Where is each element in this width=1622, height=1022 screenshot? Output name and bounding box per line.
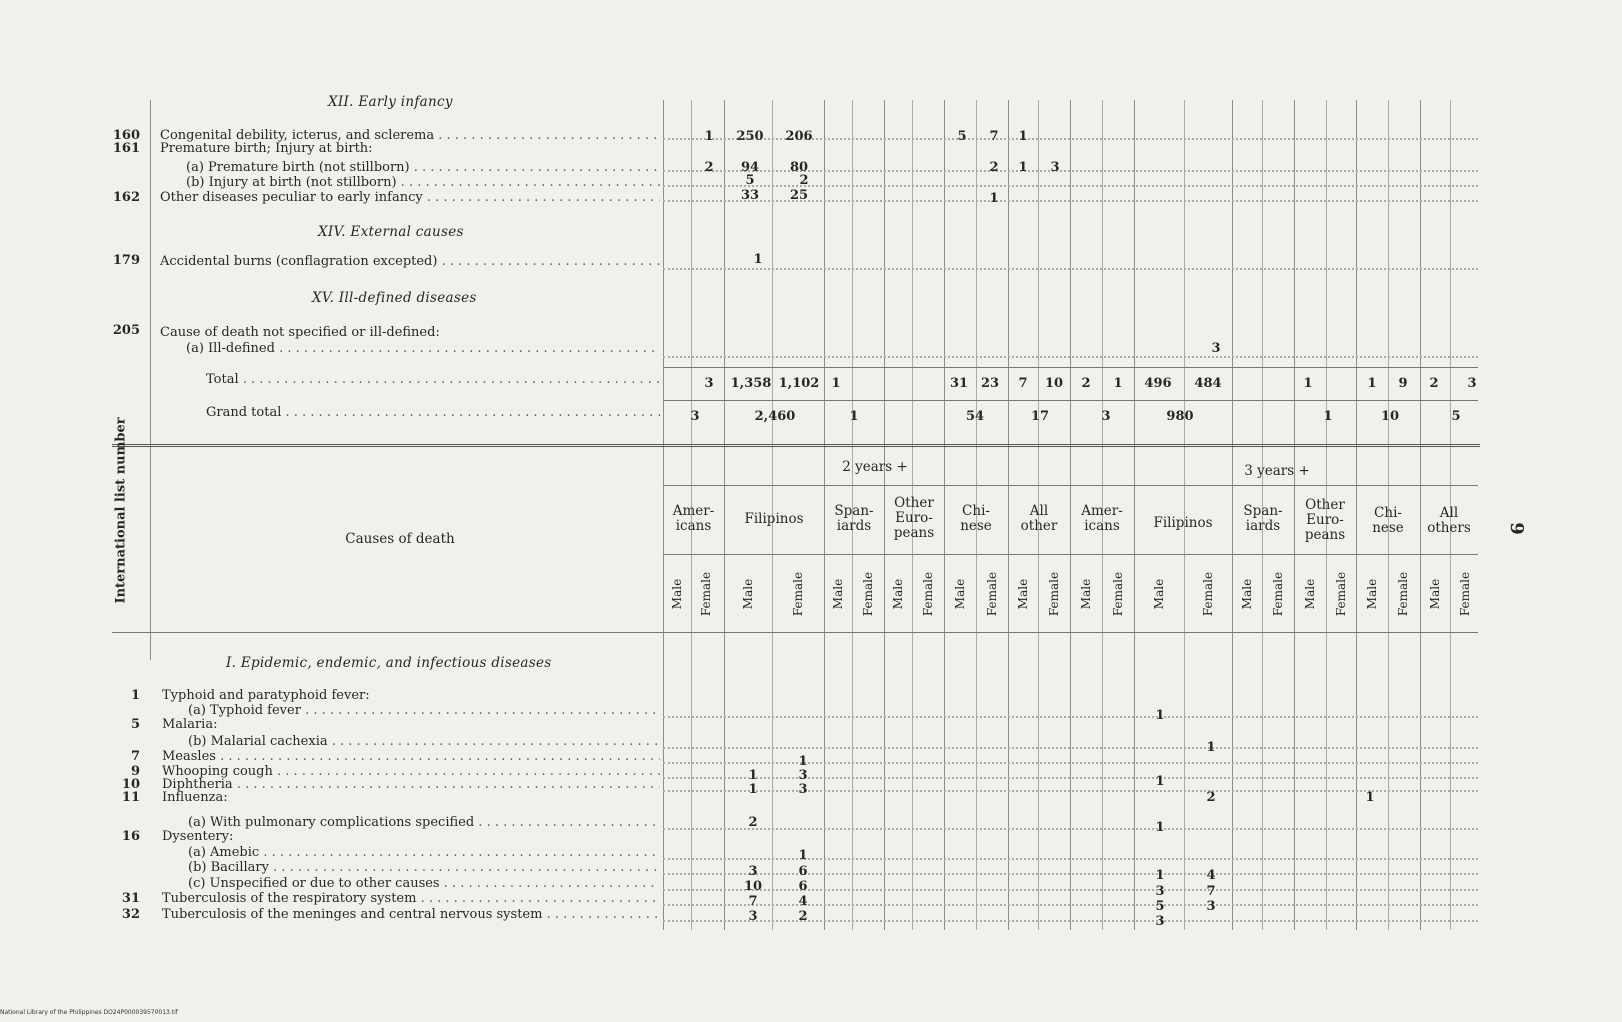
row-label: Diphtheria . . .	[162, 777, 660, 792]
header-rule	[663, 554, 1478, 555]
row-number: 16	[121, 829, 140, 844]
female-header: Female	[1396, 571, 1410, 617]
total-label: Total . . .	[206, 372, 660, 387]
cell: 5	[957, 129, 967, 144]
total-cell: 1,358	[730, 376, 772, 391]
cell: 1	[1155, 708, 1165, 723]
row-label: Premature birth; Injury at birth:	[160, 141, 373, 156]
group-header-all-others-3: All others	[1427, 505, 1471, 536]
grand-total-cell: 2,460	[754, 409, 796, 424]
cell: 1	[1155, 868, 1165, 883]
grand-total-cell: 5	[1451, 409, 1461, 424]
total-cell: 7	[1018, 376, 1028, 391]
row-number: 1	[130, 688, 140, 703]
female-header: Female	[1047, 571, 1061, 617]
cell: 10	[743, 879, 763, 894]
row-label: (a) Premature birth (not stillborn) . . .	[186, 160, 660, 175]
international-list-number-header: International list number	[113, 417, 129, 604]
female-header: Female	[1201, 571, 1215, 617]
male-header: Male	[741, 578, 755, 610]
row-label: (c) Unspecified or due to other causes . . .	[188, 876, 660, 891]
section-title-i: I. Epidemic, endemic, and infectious diseases	[226, 655, 552, 671]
row-number: 161	[112, 141, 140, 156]
group-header-americans-3: Amer- icans	[1081, 503, 1123, 534]
footer-credit: National Library of the Philippines DO24P000039570013.tif	[0, 1009, 178, 1016]
rule	[1134, 100, 1135, 930]
row-number: 9	[130, 764, 140, 779]
cell: 2	[798, 909, 808, 924]
total-cell: 3	[704, 376, 714, 391]
row-number: 179	[112, 253, 140, 268]
row-number: 10	[121, 777, 140, 792]
row-label: (a) Ill-defined . . .	[186, 341, 660, 356]
group-header-all-other: All other	[1020, 503, 1058, 534]
grand-total-cell: 3	[1101, 409, 1111, 424]
row-label: Dysentery:	[162, 829, 234, 844]
group-header-chinese: Chi- nese	[960, 503, 992, 534]
total-cell: 10	[1044, 376, 1064, 391]
cell: 2	[1206, 790, 1216, 805]
causes-of-death-header: Causes of death	[345, 531, 455, 547]
row-number: 11	[121, 790, 140, 805]
male-header: Male	[953, 578, 967, 610]
row-label: (b) Malarial cachexia . . .	[188, 734, 660, 749]
male-header: Male	[831, 578, 845, 610]
cell: 3	[798, 768, 808, 783]
dot-leader-row	[663, 346, 1478, 358]
grand-total-cell: 10	[1380, 409, 1400, 424]
section-title-xiv: XIV. External causes	[318, 224, 464, 240]
row-label: (b) Bacillary . . .	[188, 860, 660, 875]
total-rule	[663, 367, 1478, 368]
group-header-filipinos: Filipinos	[744, 511, 804, 527]
cell: 2	[704, 160, 714, 175]
group-header-other-europeans-3: Other Euro- peans	[1304, 497, 1346, 543]
grand-total-cell: 1	[849, 409, 859, 424]
cell: 3	[1155, 914, 1165, 929]
grand-total-cell: 54	[965, 409, 985, 424]
grand-total-cell: 3	[690, 409, 700, 424]
total-cell: 23	[980, 376, 1000, 391]
cell: 94	[740, 160, 760, 175]
female-header: Female	[1334, 571, 1348, 617]
cell: 206	[785, 129, 813, 144]
section-title-xii: XII. Early infancy	[328, 94, 453, 110]
cell: 1	[1206, 740, 1216, 755]
total-cell: 484	[1194, 376, 1222, 391]
row-label: Measles . . .	[162, 749, 660, 764]
cell: 2	[799, 173, 809, 188]
header-rule	[663, 485, 1478, 486]
cell: 1	[748, 768, 758, 783]
cell: 250	[736, 129, 764, 144]
row-label: Influenza:	[162, 790, 228, 805]
section-title-xv: XV. Ill-defined diseases	[312, 290, 477, 306]
group-header-spaniards-3: Span- iards	[1243, 503, 1283, 534]
group-header-filipinos-3: Filipinos	[1153, 515, 1213, 531]
cell: 1	[1155, 774, 1165, 789]
cell: 1	[989, 191, 999, 206]
female-header: Female	[985, 571, 999, 617]
cell: 1	[1155, 820, 1165, 835]
row-label: Congenital debility, icterus, and sclerema . . .	[160, 128, 660, 143]
cell: 1	[798, 754, 808, 769]
grand-total-cell: 17	[1030, 409, 1050, 424]
row-label: Cause of death not specified or ill-defined:	[160, 325, 440, 340]
dot-leader-row	[663, 818, 1478, 830]
total-cell: 1	[1367, 376, 1377, 391]
male-header: Male	[1365, 578, 1379, 610]
total-cell: 1	[1113, 376, 1123, 391]
cell: 3	[1211, 341, 1221, 356]
cell: 7	[989, 129, 999, 144]
female-header: Female	[861, 571, 875, 617]
row-number: 160	[112, 128, 140, 143]
cell: 3	[1206, 899, 1216, 914]
row-label: (a) Typhoid fever . . .	[188, 703, 660, 718]
cell: 1	[748, 782, 758, 797]
female-header: Female	[699, 571, 713, 617]
cell: 1	[1018, 129, 1028, 144]
female-header: Female	[921, 571, 935, 617]
male-header: Male	[1428, 578, 1442, 610]
cell: 3	[1050, 160, 1060, 175]
male-header: Male	[1079, 578, 1093, 610]
female-header: Female	[1111, 571, 1125, 617]
row-label: (a) Amebic . . .	[188, 845, 660, 860]
cell: 1	[798, 848, 808, 863]
cell: 7	[748, 894, 758, 909]
total-cell: 1	[831, 376, 841, 391]
row-label: Typhoid and paratyphoid fever:	[162, 688, 370, 703]
cell: 5	[745, 173, 755, 188]
row-label: Tuberculosis of the respiratory system . . .	[162, 891, 660, 906]
dot-leader-row	[663, 737, 1478, 749]
total-cell: 496	[1144, 376, 1172, 391]
cell: 33	[740, 188, 760, 203]
group-header-spaniards: Span- iards	[834, 503, 874, 534]
dot-leader-row	[663, 706, 1478, 718]
cell: 3	[798, 782, 808, 797]
total-cell: 31	[949, 376, 969, 391]
age-3-years-header: 3 years +	[1244, 463, 1310, 479]
cell: 1	[1018, 160, 1028, 175]
total-cell: 1	[1303, 376, 1313, 391]
grand-total-rule	[663, 400, 1478, 401]
cell: 4	[1206, 868, 1216, 883]
row-label: (a) With pulmonary complications specified . . .	[188, 815, 660, 830]
group-header-chinese-3: Chi- nese	[1372, 505, 1404, 536]
cell: 4	[798, 894, 808, 909]
male-header: Male	[1240, 578, 1254, 610]
page-number: 9	[1505, 522, 1527, 535]
row-label: Malaria:	[162, 717, 218, 732]
grand-total-cell: 1	[1323, 409, 1333, 424]
row-label: Accidental burns (conflagration excepted) . . .	[160, 254, 660, 269]
age-2-years-header: 2 years +	[842, 459, 908, 475]
cell: 3	[748, 864, 758, 879]
male-header: Male	[1303, 578, 1317, 610]
female-header: Female	[1458, 571, 1472, 617]
total-cell: 2	[1081, 376, 1091, 391]
grand-total-label: Grand total . . .	[206, 405, 660, 420]
row-number: 5	[130, 717, 140, 732]
cell: 1	[704, 129, 714, 144]
total-cell: 1,102	[778, 376, 820, 391]
total-cell: 9	[1398, 376, 1408, 391]
header-bottom-rule	[112, 632, 1478, 633]
cell: 80	[789, 160, 809, 175]
male-header: Male	[891, 578, 905, 610]
cell: 5	[1155, 899, 1165, 914]
row-label: (b) Injury at birth (not stillborn) . . .	[186, 175, 660, 190]
total-cell: 3	[1467, 376, 1477, 391]
group-header-other-europeans: Other Euro- peans	[893, 495, 935, 541]
table-separator	[112, 444, 1480, 447]
row-number: 32	[121, 907, 140, 922]
row-number: 7	[130, 749, 140, 764]
cell: 1	[753, 252, 763, 267]
male-header: Male	[1152, 578, 1166, 610]
female-header: Female	[791, 571, 805, 617]
row-number: 162	[112, 190, 140, 205]
cell: 6	[798, 879, 808, 894]
female-header: Female	[1271, 571, 1285, 617]
cell: 2	[748, 815, 758, 830]
male-header: Male	[670, 578, 684, 610]
total-cell: 2	[1429, 376, 1439, 391]
row-label: Other diseases peculiar to early infancy . . .	[160, 190, 660, 205]
cell: 25	[789, 188, 809, 203]
cell: 3	[748, 909, 758, 924]
row-label: Tuberculosis of the meninges and central nervous system . . .	[162, 907, 660, 922]
row-number: 31	[121, 891, 140, 906]
cell: 3	[1155, 884, 1165, 899]
male-header: Male	[1016, 578, 1030, 610]
row-number: 205	[112, 323, 140, 338]
rule-stub	[150, 100, 151, 660]
group-header-americans: Amer- icans	[672, 503, 715, 534]
dot-leader-row	[663, 258, 1478, 270]
row-label: Whooping cough . . .	[162, 764, 660, 779]
cell: 7	[1206, 884, 1216, 899]
cell: 6	[798, 864, 808, 879]
cell: 1	[1365, 790, 1375, 805]
cell: 2	[989, 160, 999, 175]
grand-total-cell: 980	[1166, 409, 1194, 424]
